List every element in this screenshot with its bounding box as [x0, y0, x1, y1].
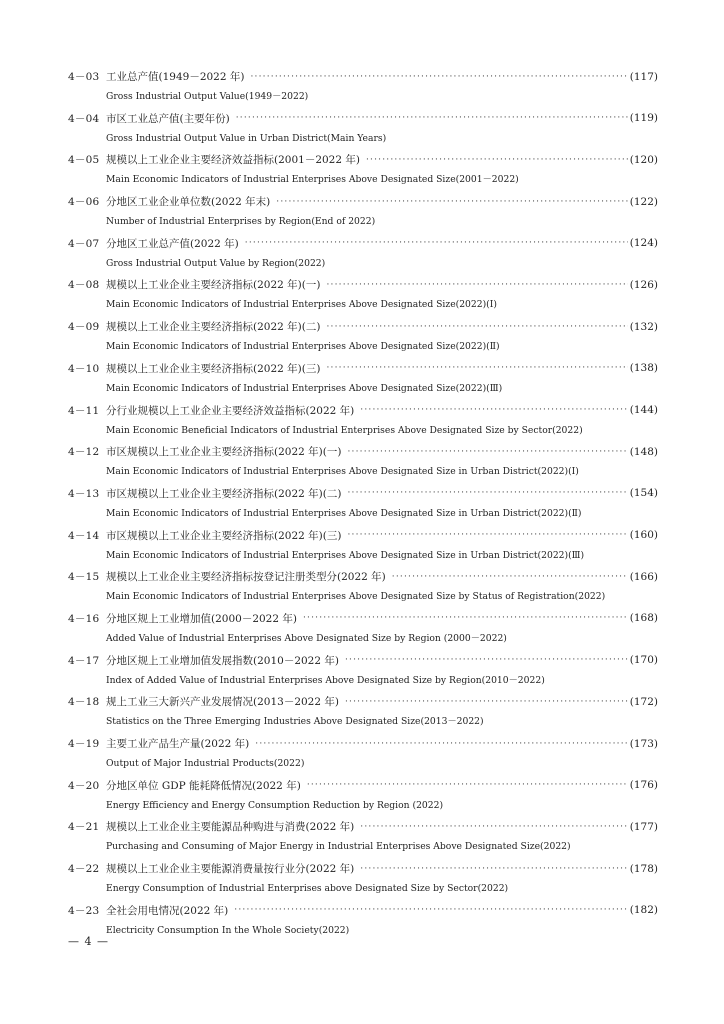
toc-entry-chinese-line: [68, 400, 658, 421]
dot-leader: [307, 780, 628, 790]
chinese-title: 规模以上工业企业主要能源品种购进与消费(2022 年): [106, 821, 355, 834]
table-number: 4－23: [68, 904, 100, 917]
table-number: 4－11: [68, 404, 100, 417]
chinese-title: 市区工业总产值(主要年份): [106, 112, 230, 125]
toc-entry-chinese-line: [68, 775, 658, 796]
page-reference: (160): [629, 529, 658, 542]
page-reference: (166): [629, 570, 658, 583]
dot-leader: [245, 238, 628, 248]
table-number: 4－10: [68, 362, 100, 375]
page-reference: (176): [629, 779, 658, 792]
toc-entry-chinese-line: [68, 66, 658, 87]
table-number: 4－13: [68, 487, 100, 500]
page-reference: (120): [629, 153, 658, 166]
toc-entry: [68, 108, 658, 150]
english-title: Main Economic Indicators of Industrial Enterprises Above Designated Size in Urban District(2022)(Ⅰ): [106, 466, 579, 478]
dot-leader: [366, 155, 628, 165]
page-number: — 4 —: [68, 935, 109, 948]
english-title: Added Value of Industrial Enterprises Above Designated Size by Region (2000－2022): [106, 632, 507, 644]
chinese-title: 市区规模以上工业企业主要经济指标(2022 年)(三): [106, 529, 342, 542]
page-reference: (132): [629, 320, 658, 333]
page-reference: (148): [629, 445, 658, 458]
toc-entry: [68, 691, 658, 733]
table-number: 4－18: [68, 696, 100, 709]
dot-leader: [360, 405, 628, 415]
chinese-title: 市区规模以上工业企业主要经济指标(2022 年)(二): [106, 487, 342, 500]
page-reference: (144): [629, 404, 658, 416]
toc-entry-chinese-line: [68, 566, 658, 587]
toc-entry-chinese-line: [68, 316, 658, 337]
toc-entry: [68, 233, 658, 275]
english-title: Energy Efficiency and Energy Consumption Reduction by Region (2022): [106, 799, 444, 811]
english-title: Gross Industrial Output Value by Region(2022): [106, 257, 326, 269]
chinese-title: 规模以上工业企业主要经济指标按登记注册类型分(2022 年): [106, 571, 386, 584]
dot-leader: [326, 280, 627, 290]
table-of-contents: [68, 66, 658, 941]
english-title: Energy Consumption of Industrial Enterprises above Designated Size by Sector(2022): [106, 883, 509, 895]
english-title: Statistics on the Three Emerging Industries Above Designated Size(2013－2022): [106, 716, 484, 728]
table-number: 4－17: [68, 654, 100, 667]
english-title: Main Economic Indicators of Industrial Enterprises Above Designated Size(2001－2022): [106, 174, 519, 186]
dot-leader: [303, 613, 628, 623]
toc-entry: [68, 400, 658, 442]
table-number: 4－16: [68, 612, 100, 625]
english-title: Index of Added Value of Industrial Enterprises Above Designated Size by Region(2010－2022): [106, 674, 545, 686]
dot-leader: [255, 739, 628, 749]
chinese-title: 规模以上工业企业主要经济指标(2022 年)(二): [106, 321, 321, 334]
toc-entry: [68, 358, 658, 400]
toc-entry-chinese-line: [68, 483, 658, 504]
dot-leader: [276, 197, 628, 207]
table-number: 4－03: [68, 71, 100, 83]
toc-entry: [68, 441, 658, 483]
page-reference: (124): [629, 237, 658, 250]
toc-entry: [68, 525, 658, 567]
table-number: 4－07: [68, 237, 100, 250]
table-number: 4－06: [68, 196, 100, 209]
toc-entry-chinese-line: [68, 525, 658, 546]
toc-entry-chinese-line: [68, 358, 658, 379]
toc-entry-chinese-line: [68, 900, 658, 921]
dot-leader: [236, 113, 628, 123]
table-number: 4－14: [68, 529, 100, 542]
toc-entry: [68, 66, 658, 108]
page-reference: (172): [629, 695, 658, 708]
dot-leader: [360, 822, 628, 832]
english-title: Main Economic Indicators of Industrial Enterprises Above Designated Size(2022)(Ⅱ): [106, 341, 500, 353]
toc-entry-chinese-line: [68, 191, 658, 212]
chinese-title: 规模以上工业企业主要经济效益指标(2001－2022 年): [106, 154, 360, 167]
chinese-title: 规模以上工业企业主要经济指标(2022 年)(一): [106, 279, 321, 292]
english-title: Electricity Consumption In the Whole Society(2022): [106, 924, 350, 936]
table-number: 4－08: [68, 279, 100, 292]
chinese-title: 全社会用电情况(2022 年): [106, 904, 229, 917]
dot-leader: [326, 322, 627, 332]
dot-leader: [360, 864, 628, 874]
page-reference: (173): [629, 737, 658, 750]
english-title: Gross Industrial Output Value(1949－2022): [106, 91, 309, 102]
toc-entry: [68, 858, 658, 900]
chinese-title: 分地区单位 GDP 能耗降低情况(2022 年): [106, 779, 301, 792]
page-reference: (177): [629, 820, 658, 833]
toc-entry-chinese-line: [68, 858, 658, 879]
toc-entry-chinese-line: [68, 149, 658, 170]
toc-entry: [68, 149, 658, 191]
table-number: 4－22: [68, 863, 100, 876]
dot-leader: [347, 447, 627, 457]
toc-entry-chinese-line: [68, 816, 658, 837]
page-reference: (170): [629, 654, 658, 667]
table-number: 4－20: [68, 779, 100, 792]
toc-entry-chinese-line: [68, 691, 658, 712]
table-number: 4－04: [68, 112, 100, 125]
toc-entry: [68, 316, 658, 358]
dot-leader: [326, 363, 627, 373]
toc-entry-chinese-line: [68, 233, 658, 254]
toc-entry-chinese-line: [68, 650, 658, 671]
toc-entry: [68, 816, 658, 858]
chinese-title: 分地区工业总产值(2022 年): [106, 237, 239, 250]
chinese-title: 主要工业产品生产量(2022 年): [106, 738, 250, 750]
table-number: 4－15: [68, 571, 100, 584]
english-title: Main Economic Beneficial Indicators of Industrial Enterprises Above Designated Size by Sector(2022): [106, 424, 583, 436]
table-number: 4－05: [68, 154, 100, 167]
english-title: Main Economic Indicators of Industrial Enterprises Above Designated Size in Urban District(2022)(Ⅱ): [106, 507, 582, 519]
toc-entry: [68, 900, 658, 942]
page-reference: (126): [629, 278, 658, 291]
english-title: Main Economic Indicators of Industrial Enterprises Above Designated Size(2022)(Ⅰ): [106, 299, 497, 311]
dot-leader: [392, 572, 628, 582]
page-reference: (119): [629, 112, 658, 125]
toc-entry: [68, 274, 658, 316]
english-title: Output of Major Industrial Products(2022): [106, 758, 305, 769]
dot-leader: [345, 697, 628, 707]
english-title: Main Economic Indicators of Industrial Enterprises Above Designated Size(2022)(Ⅲ): [106, 382, 503, 394]
toc-entry: [68, 650, 658, 692]
dot-leader: [250, 72, 627, 82]
chinese-title: 工业总产值(1949－2022 年): [106, 71, 245, 83]
dot-leader: [234, 905, 628, 915]
toc-entry: [68, 483, 658, 525]
page-reference: (178): [629, 862, 658, 875]
english-title: Main Economic Indicators of Industrial Enterprises Above Designated Size in Urban District(2022)(Ⅲ): [106, 549, 585, 561]
english-title: Main Economic Indicators of Industrial Enterprises Above Designated Size by Status of Registration(2022): [106, 591, 606, 603]
chinese-title: 市区规模以上工业企业主要经济指标(2022 年)(一): [106, 446, 342, 459]
toc-entry-chinese-line: [68, 441, 658, 462]
chinese-title: 规模以上工业企业主要能源消费量按行业分(2022 年): [106, 863, 355, 876]
chinese-title: 分地区规上工业增加值(2000－2022 年): [106, 612, 297, 625]
page-reference: (154): [629, 487, 658, 500]
toc-entry: [68, 733, 658, 775]
toc-entry-chinese-line: [68, 274, 658, 295]
table-number: 4－21: [68, 821, 100, 834]
table-number: 4－19: [68, 738, 100, 750]
english-title: Purchasing and Consuming of Major Energy in Industrial Enterprises Above Designated Size(2022): [106, 841, 571, 853]
page-reference: (168): [629, 612, 658, 625]
chinese-title: 分地区规上工业增加值发展指数(2010－2022 年): [106, 654, 339, 667]
english-title: Number of Industrial Enterprises by Region(End of 2022): [106, 216, 376, 228]
toc-entry: [68, 608, 658, 650]
chinese-title: 规上工业三大新兴产业发展情况(2013－2022 年): [106, 696, 339, 709]
page-reference: (117): [629, 70, 658, 83]
dot-leader: [347, 488, 627, 498]
page-reference: (182): [629, 904, 658, 917]
chinese-title: 分地区工业企业单位数(2022 年末): [106, 196, 271, 209]
toc-entry: [68, 566, 658, 608]
english-title: Gross Industrial Output Value in Urban District(Main Years): [106, 132, 387, 144]
table-number: 4－09: [68, 321, 100, 334]
dot-leader: [347, 530, 627, 540]
toc-entry-chinese-line: [68, 608, 658, 629]
table-number: 4－12: [68, 446, 100, 459]
toc-entry-chinese-line: [68, 733, 658, 754]
page-reference: (138): [629, 362, 658, 375]
chinese-title: 分行业规模以上工业企业主要经济效益指标(2022 年): [106, 404, 355, 417]
dot-leader: [345, 655, 628, 665]
toc-entry: [68, 775, 658, 817]
toc-entry-chinese-line: [68, 108, 658, 129]
toc-entry: [68, 191, 658, 233]
page-reference: (122): [629, 195, 658, 208]
chinese-title: 规模以上工业企业主要经济指标(2022 年)(三): [106, 362, 321, 375]
